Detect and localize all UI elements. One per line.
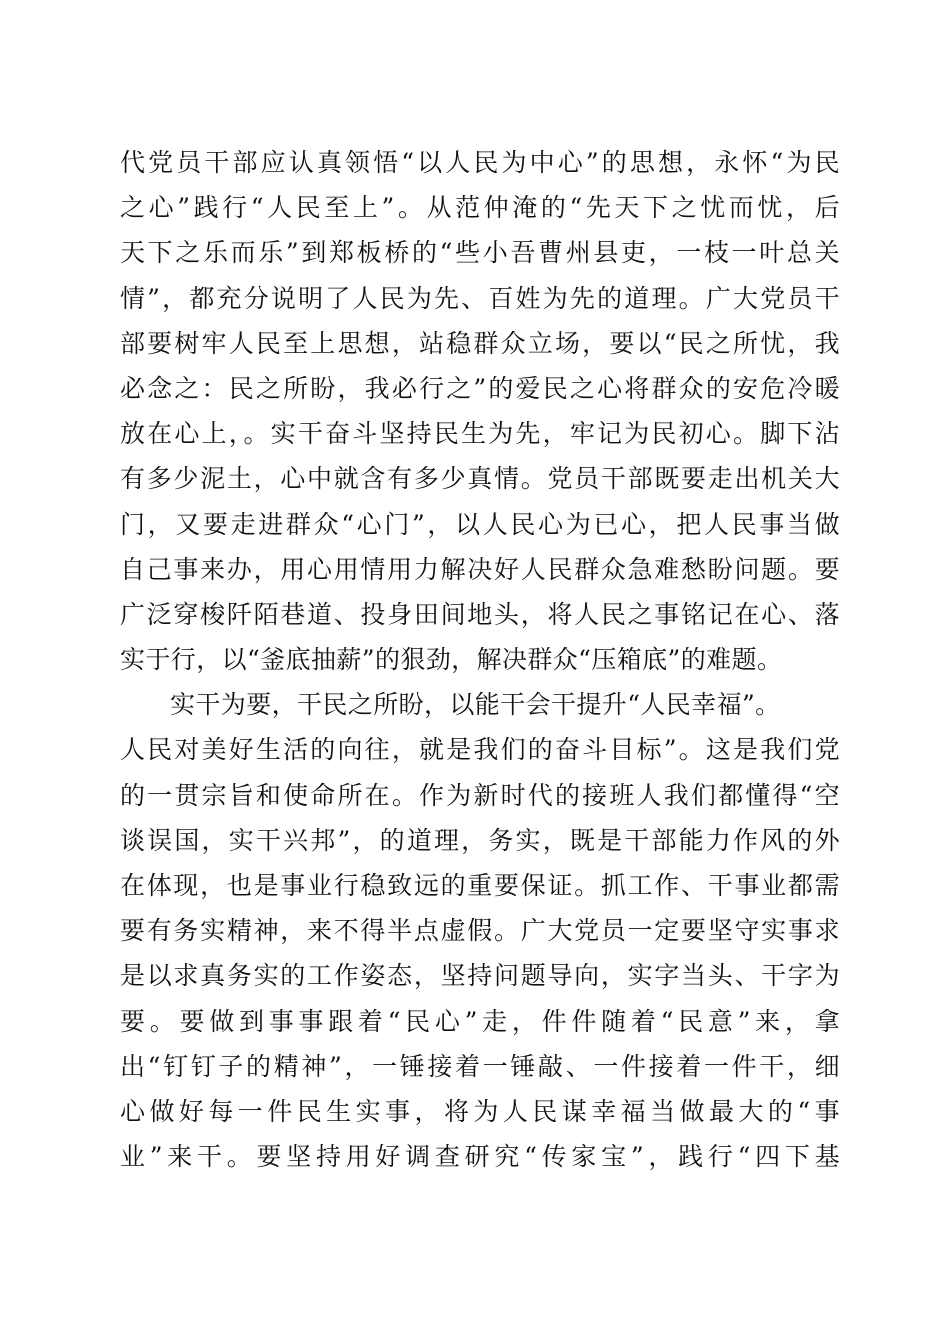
text-line: 要有务实精神，来不得半点虚假。广大党员一定要坚守实事求: [120, 916, 840, 946]
text-line: 实干为要，干民之所盼，以能干会干提升“人民幸福”。: [170, 690, 781, 720]
text-line: 的一贯宗旨和使命所在。作为新时代的接班人我们都懂得“空: [120, 780, 840, 810]
text-line: 有多少泥土，心中就含有多少真情。党员干部既要走出机关大: [120, 464, 840, 494]
text-line: 自己事来办，用心用情用力解决好人民群众急难愁盼问题。要: [120, 554, 840, 584]
text-line: 人民对美好生活的向往，就是我们的奋斗目标”。这是我们党: [120, 735, 840, 765]
text-line: 必念之：民之所盼，我必行之”的爱民之心将群众的安危冷暖: [120, 373, 840, 403]
text-line: 放在心上，。实干奋斗坚持民生为先，牢记为民初心。脚下沾: [120, 419, 840, 449]
text-line: 天下之乐而乐”到郑板桥的“些小吾曹州县吏，一枝一叶总关: [120, 238, 840, 268]
text-line: 要。要做到事事跟着“民心”走，件件随着“民意”来，拿: [120, 1006, 840, 1036]
text-line: 是以求真务实的工作姿态，坚持问题导向，实字当头、干字为: [120, 961, 840, 991]
text-line: 实于行，以“釜底抽薪”的狠劲，解决群众“压箱底”的难题。: [120, 645, 783, 675]
text-line: 门，又要走进群众“心门”，以人民心为已心，把人民事当做: [120, 509, 840, 539]
text-line: 心做好每一件民生实事，将为人民谋幸福当做最大的“事: [120, 1096, 840, 1126]
text-line: 谈误国，实干兴邦”，的道理，务实，既是干部能力作风的外: [120, 825, 840, 855]
paragraph-1: [120, 140, 840, 682]
text-line: 在体现，也是事业行稳致远的重要保证。抓工作、干事业都需: [120, 871, 840, 900]
text-line: 业”来干。要坚持用好调查研究“传家宝”，践行“四下基: [120, 1142, 840, 1172]
text-line: 情”，都充分说明了人民为先、百姓为先的道理。广大党员干: [120, 283, 840, 313]
paragraph-2: [120, 682, 840, 1179]
text-line: 部要树牢人民至上思想，站稳群众立场，要以“民之所忧，我: [120, 328, 840, 358]
text-line: 出“钉钉子的精神”，一锤接着一锤敲、一件接着一件干，细: [120, 1051, 840, 1081]
text-line: 代党员干部应认真领悟“以人民为中心”的思想，永怀“为民: [120, 148, 840, 177]
text-line: 之心”践行“人民至上”。从范仲淹的“先天下之忧而忧，后: [120, 193, 840, 223]
text-line: 广泛穿梭阡陌巷道、投身田间地头，将人民之事铭记在心、落: [120, 599, 840, 629]
body-text: [120, 140, 840, 1179]
